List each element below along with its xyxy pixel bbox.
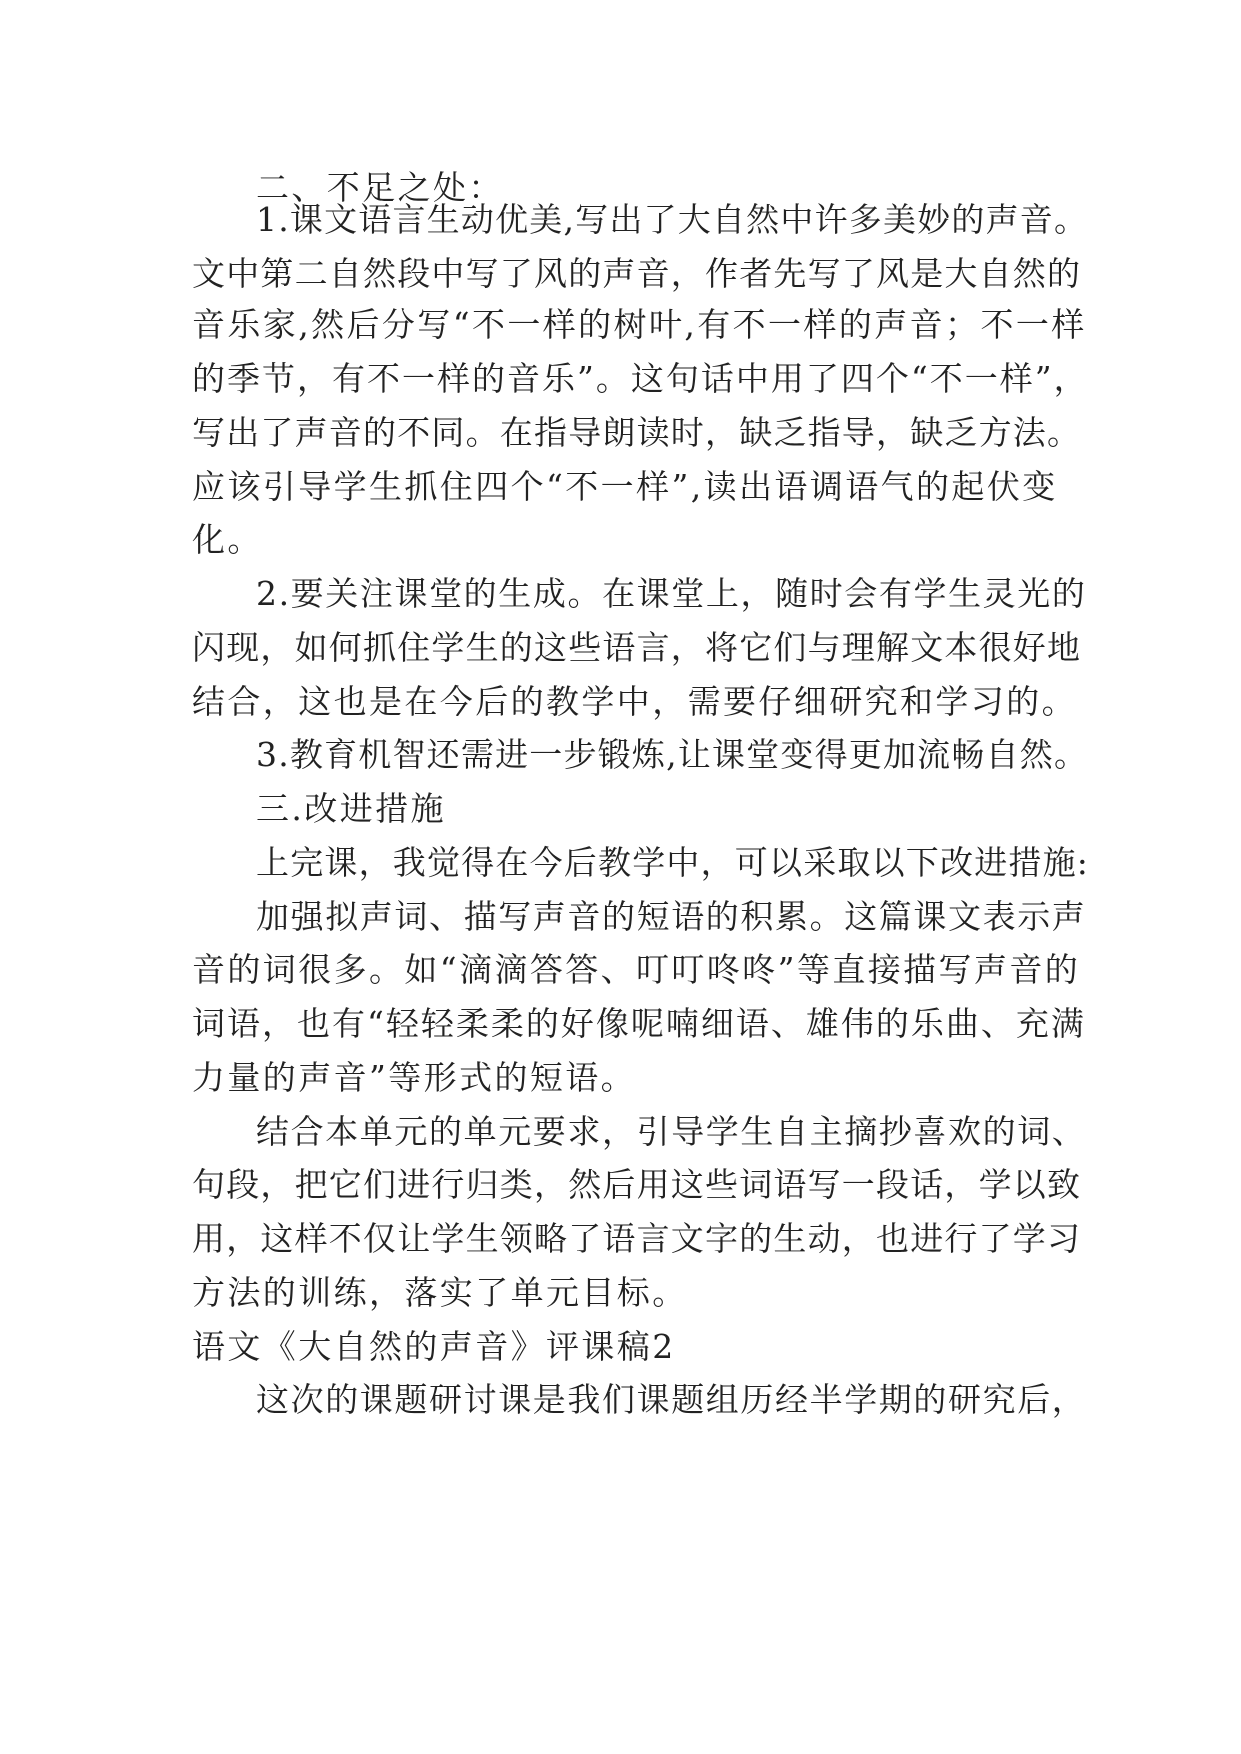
paragraph-line: 词语，也有“轻轻柔柔的好像呢喃细语、雄伟的乐曲、充满 [192,1004,1086,1043]
paragraph-line: 的季节，有不一样的音乐”。这句话中用了四个“不一样”， [192,359,1089,398]
paragraph-line: 写出了声音的不同。在指导朗读时，缺乏指导，缺乏方法。 [192,413,1082,452]
paragraph-line: 结合，这也是在今后的教学中，需要仔细研究和学习的。 [192,682,1077,721]
paragraph-line: 应该引导学生抓住四个“不一样”,读出语调语气的起伏变 [192,467,1058,506]
paragraph-line: 文中第二自然段中写了风的声音，作者先写了风是大自然的 [192,254,1082,293]
paragraph-line: 上完课，我觉得在今后教学中，可以采取以下改进措施: [256,843,1090,882]
paragraph-line: 加强拟声词、描写声音的短语的积累。这篇课文表示声 [256,897,1087,936]
section-heading-improvements: 三.改进措施 [256,789,446,828]
paragraph-line: 闪现，如何抓住学生的这些语言，将它们与理解文本很好地 [192,628,1082,667]
paragraph-line: 2.要关注课堂的生成。在课堂上，随时会有学生灵光的 [256,574,1087,613]
paragraph-line: 力量的声音”等形式的短语。 [192,1058,637,1097]
paragraph-line: 用，这样不仅让学生领略了语言文字的生动，也进行了学习 [192,1219,1082,1258]
paragraph-line: 音的词很多。如“滴滴答答、叮叮咚咚”等直接描写声音的 [192,950,1081,989]
paragraph-line: 3.教育机智还需进一步锻炼,让课堂变得更加流畅自然。 [256,735,1089,774]
paragraph-line: 1.课文语言生动优美,写出了大自然中许多美妙的声音。 [256,200,1089,239]
paragraph-line: 方法的训练，落实了单元目标。 [192,1273,688,1312]
paragraph-line: 这次的课题研讨课是我们课题组历经半学期的研究后， [256,1380,1087,1419]
paragraph-line: 化。 [192,520,263,559]
paragraph-line: 结合本单元的单元要求，引导学生自主摘抄喜欢的词、 [256,1112,1087,1151]
paragraph-line: 音乐家,然后分写“不一样的树叶,有不一样的声音；不一样 [192,305,1087,344]
document-title: 语文《大自然的声音》评课稿2 [192,1327,676,1366]
section-heading-shortcomings: 二、不足之处： [256,168,504,207]
paragraph-line: 句段，把它们进行归类，然后用这些词语写一段话，学以致 [192,1165,1082,1204]
